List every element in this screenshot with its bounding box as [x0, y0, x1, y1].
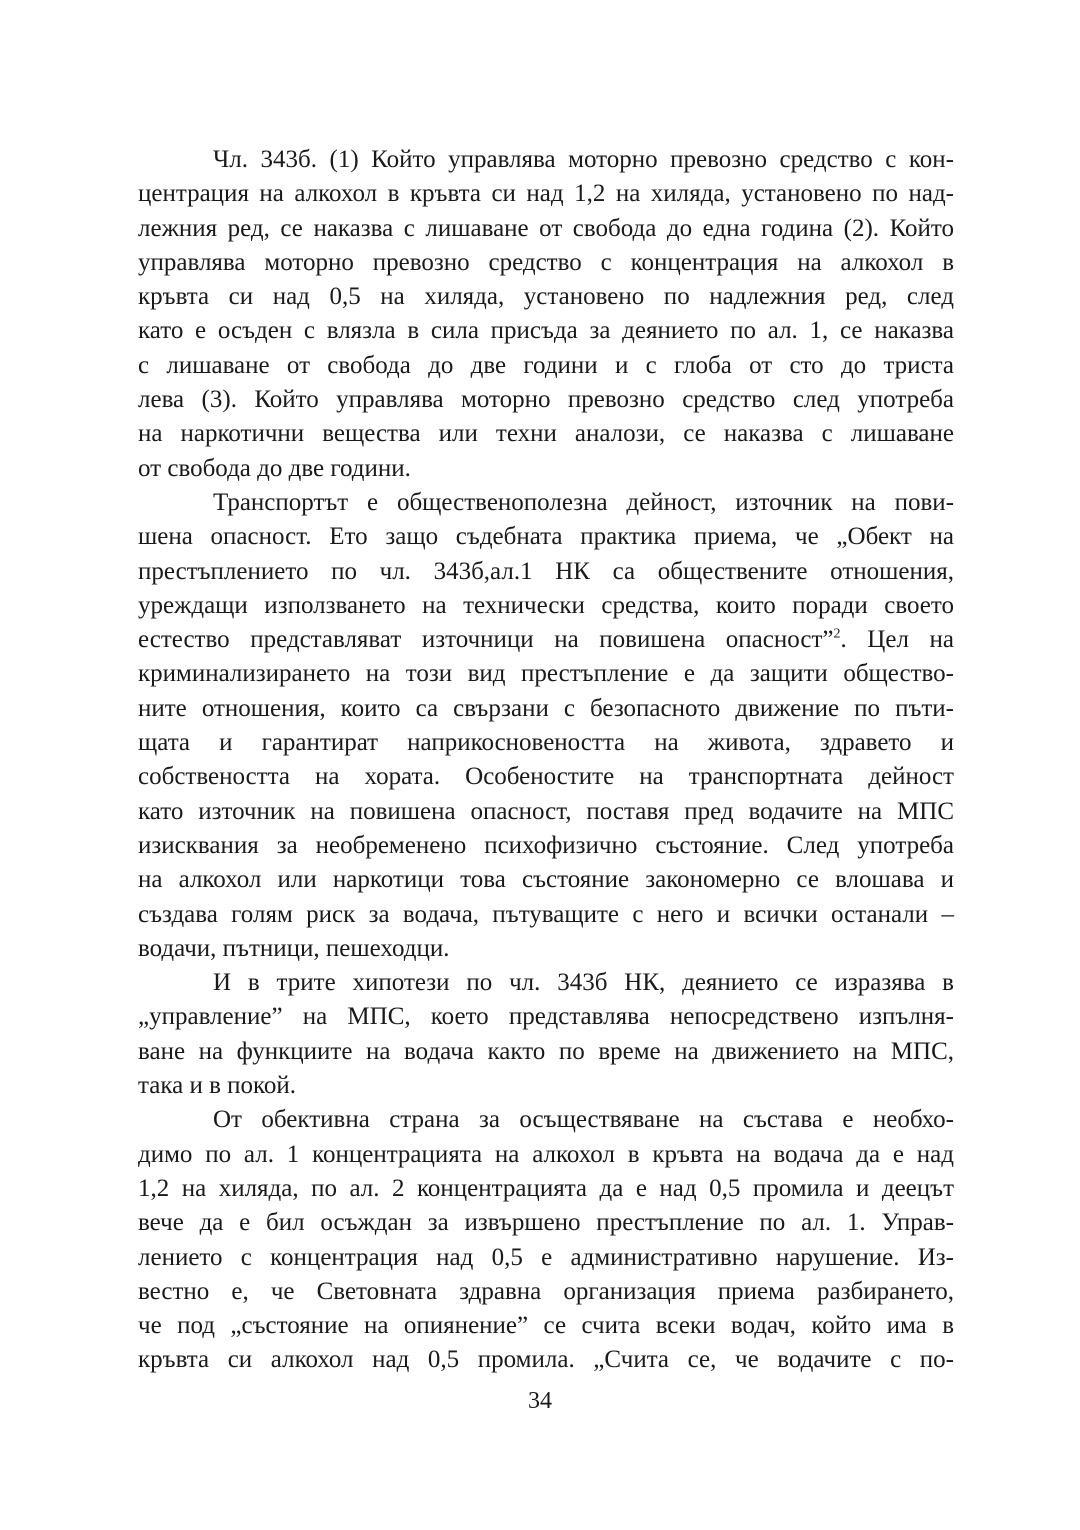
- body-text: [138, 143, 954, 1378]
- paragraph-2-line-7: ните отношения, които са свързани с безопасното движение по пъти-: [138, 694, 954, 722]
- paragraph-4-line-1: От обективна страна за осъществяване на състава е необхо-: [213, 1106, 954, 1134]
- paragraph-2-line-13: създава голям риск за водача, пътуващите с него и всички останали –: [138, 900, 954, 928]
- paragraph-4-line-7: че под „състояние на опиянение” се счита всеки водач, който има в: [138, 1312, 954, 1340]
- paragraph-2-line-5-text: естество представляват източници на повишена опасност”: [138, 626, 834, 654]
- paragraph-3-line-3: ване на функциите на водача както по време на движението на МПС,: [138, 1037, 954, 1065]
- paragraph-2-line-2: шена опасност. Ето защо съдебната практика приема, че „Обект на: [138, 523, 954, 551]
- paragraph-4-line-2: димо по ал. 1 концентрацията на алкохол в кръвта на водача да е над: [138, 1140, 954, 1168]
- paragraph-2-line-3: престъплението по чл. 343б,ал.1 НК са обществените отношения,: [138, 557, 954, 585]
- paragraph-4-line-6: вестно е, че Световната здравна организация приема разбирането,: [138, 1277, 954, 1305]
- paragraph-2-line-9: собствеността на хората. Особеностите на транспортната дейност: [138, 763, 954, 791]
- paragraph-2-line-10: като източник на повишена опасност, поставя пред водачите на МПС: [138, 797, 954, 825]
- paragraph-3-line-1: И в трите хипотези по чл. 343б НК, деянието се изразява в: [213, 969, 954, 997]
- paragraph-1-line-1: Чл. 343б. (1) Който управлява моторно превозно средство с кон-: [213, 146, 954, 173]
- paragraph-1-line-6: като е осъден с влязла в сила присъда за деянието по ал. 1, се наказва: [138, 317, 954, 345]
- paragraph-1-line-3: лежния ред, се наказва с лишаване от свобода до една година (2). Който: [138, 214, 954, 242]
- footnote-reference[interactable]: 2: [833, 626, 841, 642]
- paragraph-1-line-4: управлява моторно превозно средство с концентрация на алкохол в: [138, 248, 954, 276]
- paragraph-1-line-8: лева (3). Който управлява моторно превозно средство след употреба: [138, 386, 954, 414]
- paragraph-1-line-7: с лишаване от свобода до две години и с глоба от сто до триста: [138, 351, 954, 379]
- paragraph-1-line-10: от свобода до две години.: [138, 454, 411, 482]
- paragraph-2-line-6: криминализирането на този вид престъпление е да защити общество-: [138, 660, 954, 688]
- paragraph-2-line-8: щата и гарантират наприкосновеността на живота, здравето и: [138, 729, 954, 757]
- paragraph-4-line-3: 1,2 на хиляда, по ал. 2 концентрацията да е над 0,5 промила и деецът: [138, 1174, 954, 1202]
- paragraph-3-line-4: така и в покой.: [138, 1072, 297, 1100]
- paragraph-2-line-14: водачи, пътници, пешеходци.: [138, 934, 450, 962]
- paragraph-2-line-5: [138, 623, 954, 657]
- paragraph-1-line-2: центрация на алкохол в кръвта си над 1,2 на хиляда, установено по над-: [138, 180, 954, 208]
- paragraph-2-line-5-tail: . Цел на: [840, 626, 954, 654]
- paragraph-2-line-1: Транспортът е общественополезна дейност, източник на пови-: [213, 488, 954, 516]
- paragraph-1-line-5: кръвта си над 0,5 на хиляда, установено по надлежния ред, след: [138, 283, 954, 311]
- paragraph-2-line-12: на алкохол или наркотици това състояние закономерно се влошава и: [138, 866, 954, 894]
- paragraph-4-line-8: кръвта си алкохол над 0,5 промила. „Счита се, че водачите с по-: [138, 1346, 954, 1374]
- paragraph-4-line-5: лението с концентрация над 0,5 е административно нарушение. Из-: [138, 1243, 954, 1271]
- paragraph-4-line-4: вече да е бил осъждан за извършено престъпление по ал. 1. Управ-: [138, 1209, 954, 1237]
- paragraph-2-line-11: изисквания за необременено психофизично състояние. След употреба: [138, 831, 954, 859]
- paragraph-1-line-9: на наркотични вещества или техни аналози, се наказва с лишаване: [138, 420, 954, 448]
- paragraph-3-line-2: „управление” на МПС, което представлява непосредствено изпълня-: [138, 1003, 954, 1031]
- paragraph-2-line-4: уреждащи използването на технически средства, които поради своето: [138, 591, 954, 619]
- page-number: 34: [528, 1388, 552, 1414]
